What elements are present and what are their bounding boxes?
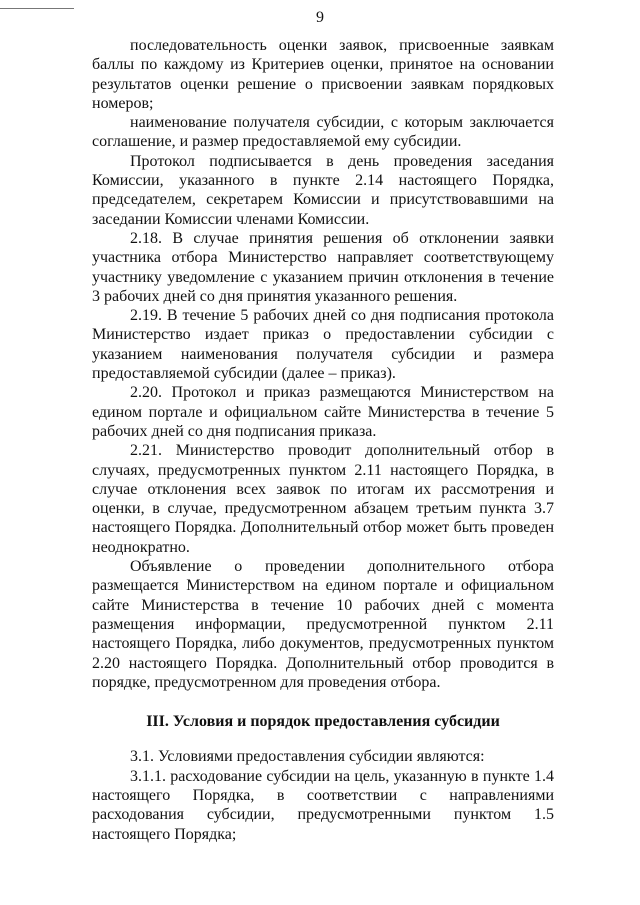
document-body — [92, 36, 554, 844]
section-heading: III. Условия и порядок предоставления субсидии — [146, 713, 500, 731]
page-number: 9 — [316, 9, 324, 26]
paragraph-3-1: 3.1. Условиями предоставления субсидии являются: — [130, 748, 485, 766]
paragraph-2-20: 2.20. Протокол и приказ размещаются Министерством на едином портале и официальном сайте Министерства в течение 5 рабочих дней со дня подписания приказа. — [92, 384, 554, 440]
paragraph: наименование получателя субсидии, с которым заключается соглашение, и размер предоставляемой ему субсидии. — [92, 114, 554, 151]
paragraph-2-19: 2.19. В течение 5 рабочих дней со дня подписания протокола Министерство издает приказ о предоставлении субсидии с указанием наименования получателя субсидии и размера предоставляемой субсидии (далее – приказ). — [92, 307, 554, 383]
paragraph: Протокол подписывается в день проведения заседания Комиссии, указанного в пункте 2.14 настоящего Порядка, председателем, секретарем Комиссии и присутствовавшими на заседании Комиссии членами Комиссии. — [92, 152, 554, 228]
paragraph-2-21: 2.21. Министерство проводит дополнительный отбор в случаях, предусмотренных пунктом 2.11 настоящего Порядка, в случае отклонения всех заявок по итогам их рассмотрения и оценки, в случае, предусмотренном абзацем третьим пункта 3.7 настоящего Порядка. Дополнительный отбор может быть проведен неоднократно. — [92, 442, 554, 556]
paragraph: последовательность оценки заявок, присвоенные заявкам баллы по каждому из Критериев оценки, принятое на основании результатов оценки решение о присвоении заявкам порядковых номеров; — [92, 37, 554, 112]
paragraph-3-1-1: 3.1.1. расходование субсидии на цель, указанную в пункте 1.4 настоящего Порядка, в соответствии с направлениями расходования субсидии, предусмотренными пунктом 1.5 настоящего Порядка; — [92, 767, 554, 843]
paragraph-2-18: 2.18. В случае принятия решения об отклонении заявки участника отбора Министерство направляет соответствующему участнику уведомление с указанием причин отклонения в течение 3 рабочих дней со дня принятия указанного решения. — [92, 229, 554, 305]
paragraph: Объявление о проведении дополнительного отбора размещается Министерством на едином портале и официальном сайте Министерства в течение 10 рабочих дней с момента размещения информации, предусмотренной пунктом 2.11 настоящего Порядка, либо документов, предусмотренных пунктом 2.20 настоящего Порядка. Дополнительный отбор проводится в порядке, предусмотренном для проведения отбора. — [92, 558, 554, 691]
